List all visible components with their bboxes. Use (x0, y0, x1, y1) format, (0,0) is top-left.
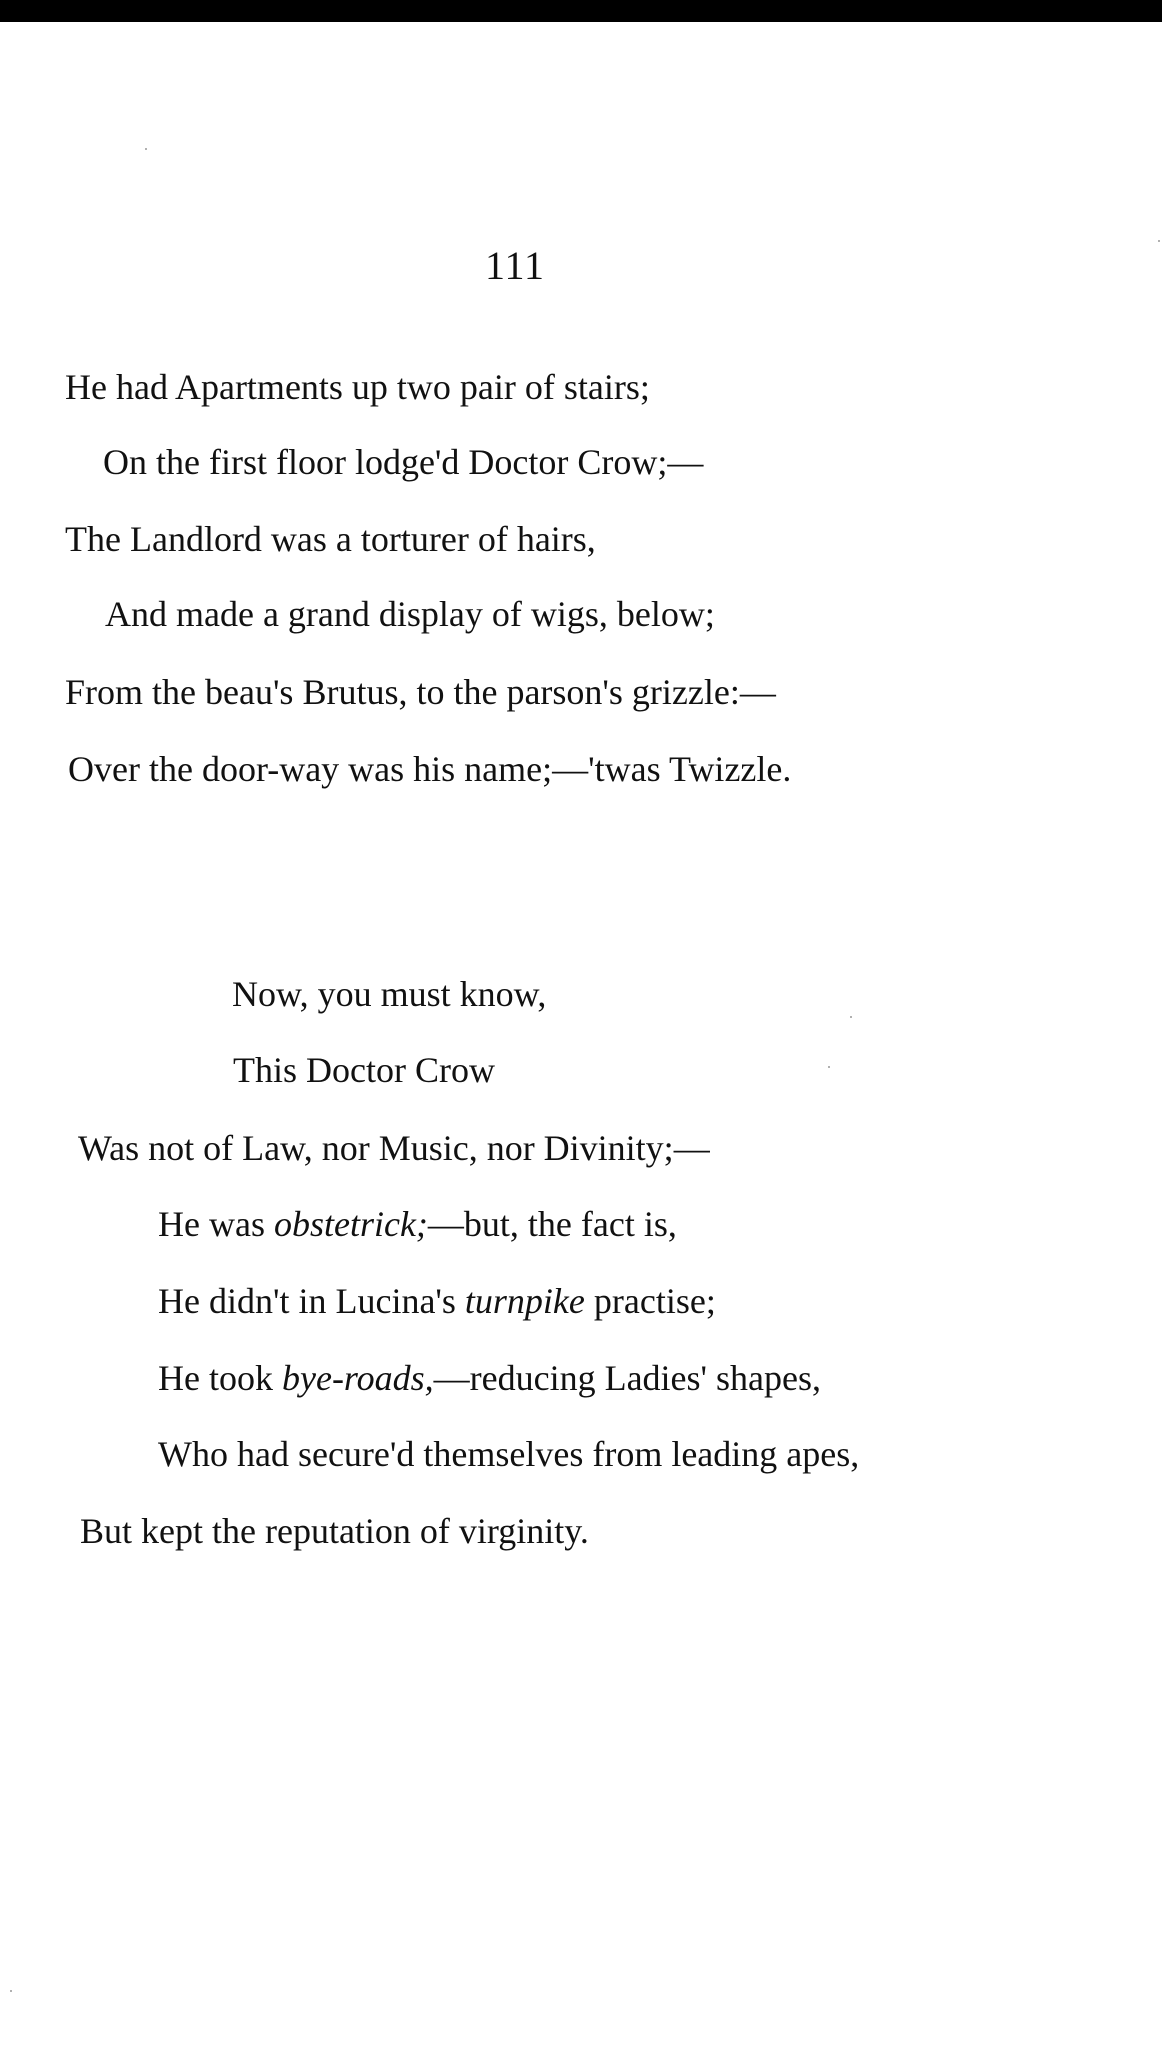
poem-line: Over the door-way was his name;—'twas Twizzle. (68, 749, 792, 789)
poem-line: And made a grand display of wigs, below; (105, 594, 715, 634)
poem-line (158, 1356, 821, 1400)
scan-speck (10, 1990, 12, 1992)
poem-line: Who had secure'd themselves from leading apes, (158, 1434, 860, 1474)
poem-line-text: —but, the fact is, (427, 1204, 677, 1244)
poem-line (158, 1202, 677, 1246)
poem-line: But kept the reputation of virginity. (80, 1511, 589, 1551)
poem-line-text: —reducing Ladies' shapes, (433, 1358, 821, 1398)
page-number: 111 (484, 243, 546, 288)
poem-line-text: He was (158, 1204, 274, 1244)
poem-line (158, 1279, 716, 1323)
poem-line-italic: turnpike (464, 1281, 585, 1321)
poem-line: On the first floor lodge'd Doctor Crow;— (103, 442, 704, 482)
poem-line-text: He didn't in Lucina's (158, 1281, 465, 1321)
scan-speck (850, 1016, 852, 1018)
scan-speck (145, 148, 147, 150)
scan-speck (1158, 240, 1160, 242)
poem-line-italic: obstetrick; (273, 1204, 428, 1244)
poem-line: He had Apartments up two pair of stairs; (65, 367, 650, 407)
poem-line-italic: bye-roads, (281, 1358, 434, 1398)
poem-line: Was not of Law, nor Music, nor Divinity;— (78, 1128, 710, 1168)
poem-line: The Landlord was a torturer of hairs, (65, 519, 596, 559)
page-top-edge (0, 0, 1162, 22)
poem-line-text: He took (158, 1358, 282, 1398)
scan-speck (828, 1066, 830, 1068)
poem-line: This Doctor Crow (233, 1050, 495, 1090)
poem-line-text: practise; (584, 1281, 716, 1321)
poem-line: From the beau's Brutus, to the parson's grizzle:— (65, 672, 776, 712)
poem-line: Now, you must know, (232, 974, 547, 1014)
